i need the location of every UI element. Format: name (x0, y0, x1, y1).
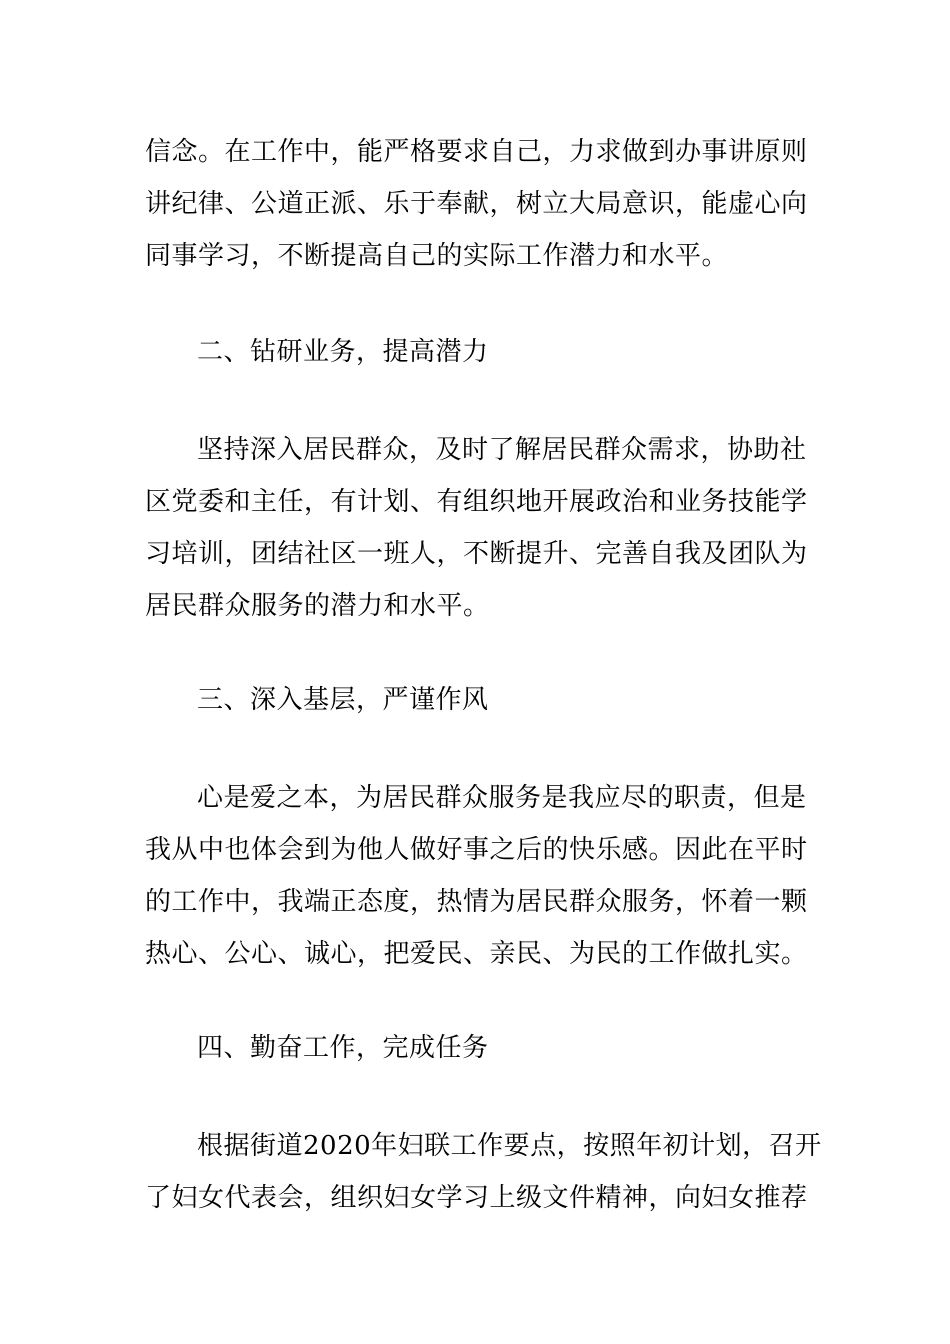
paragraph-4 (145, 1120, 822, 1224)
paragraph-line: 的工作中，我端正态度，热情为居民群众服务，怀着一颗 (145, 887, 808, 917)
paragraph-line: 了妇女代表会，组织妇女学习上级文件精神，向妇女推荐 (145, 1183, 808, 1213)
section-heading-3: 三、深入基层，严谨作风 (197, 685, 489, 715)
paragraph-1 (145, 126, 810, 282)
paragraph-2 (145, 424, 810, 632)
paragraph-line: 坚持深入居民群众，及时了解居民群众需求，协助社 (197, 435, 807, 465)
paragraph-line: 习培训，团结社区一班人，不断提升、完善自我及团队为 (145, 539, 808, 569)
paragraph-line: 我从中也体会到为他人做好事之后的快乐感。因此在平时 (145, 835, 808, 865)
paragraph-line: 区党委和主任，有计划、有组织地开展政治和业务技能学 (145, 487, 808, 517)
paragraph-line: 同事学习，不断提高自己的实际工作潜力和水平。 (145, 241, 729, 271)
paragraph-line: 居民群众服务的潜力和水平。 (145, 591, 490, 621)
section-heading-2: 二、钻研业务，提高潜力 (197, 337, 489, 367)
paragraph-3 (145, 772, 810, 980)
paragraph-line: 信念。在工作中，能严格要求自己，力求做到办事讲原则 (145, 137, 808, 167)
paragraph-line: 讲纪律、公道正派、乐于奉献，树立大局意识，能虚心向 (145, 189, 808, 219)
paragraph-line: 心是爱之本，为居民群众服务是我应尽的职责，但是 (197, 783, 807, 813)
paragraph-line: 根据街道2020年妇联工作要点，按照年初计划，召开 (197, 1131, 822, 1161)
paragraph-line: 热心、公心、诚心，把爱民、亲民、为民的工作做扎实。 (145, 939, 808, 969)
section-heading-4: 四、勤奋工作，完成任务 (197, 1033, 489, 1063)
